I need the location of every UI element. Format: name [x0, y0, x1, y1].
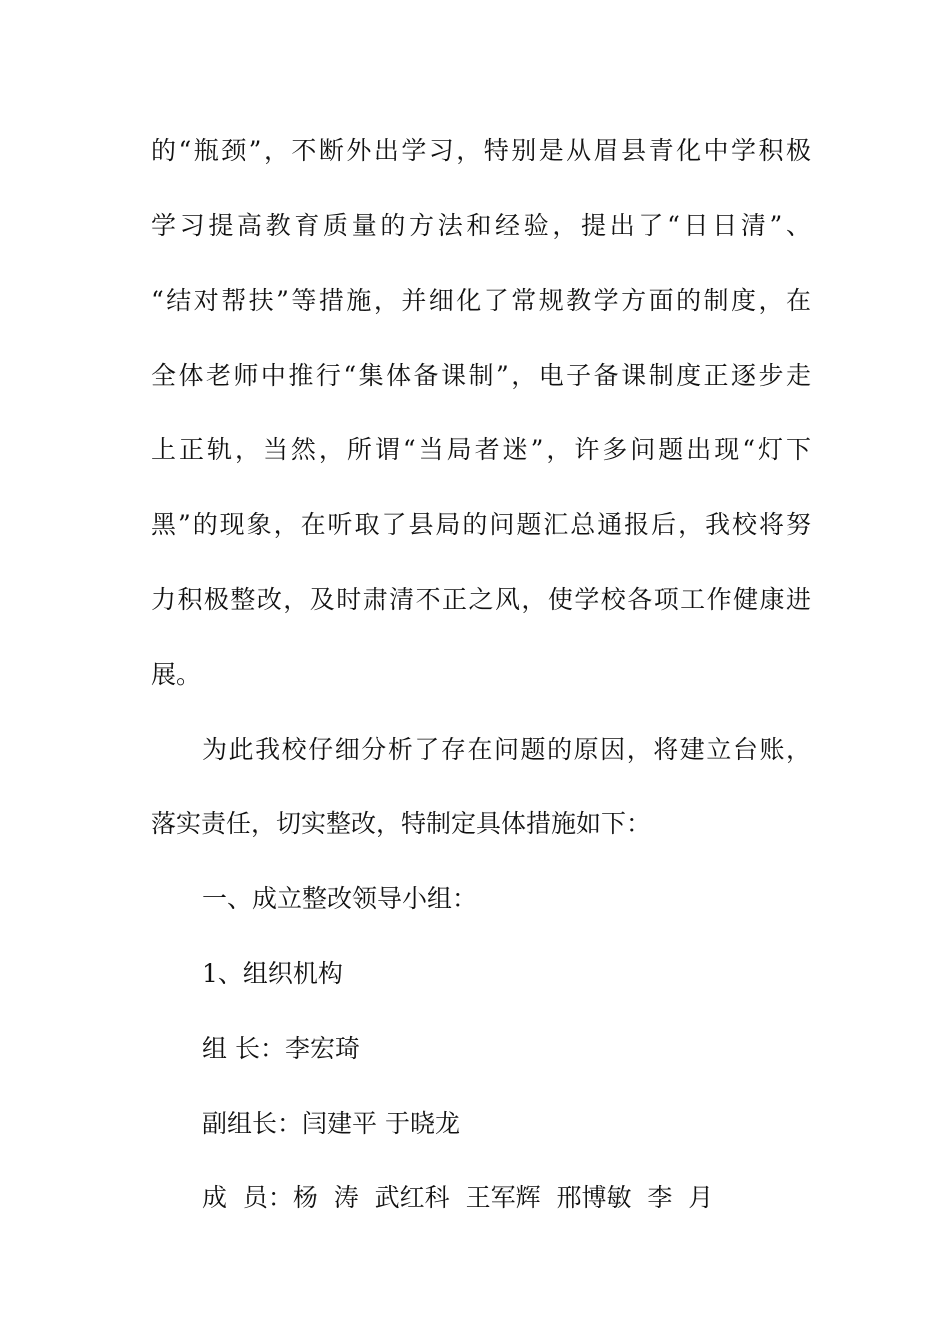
body-text-line: 上正轨，当然，所谓“当局者迷”，许多问题出现“灯下	[151, 435, 811, 464]
body-text-line: 黑”的现象，在听取了县局的问题汇总通报后，我校将努	[151, 510, 811, 539]
body-text-line: 力积极整改，及时肃清不正之风，使学校各项工作健康进	[151, 585, 811, 614]
body-text-line: 落实责任，切实整改，特制定具体措施如下：	[151, 809, 652, 838]
body-text-line: 的“瓶颈”，不断外出学习，特别是从眉县青化中学积极	[151, 136, 811, 165]
body-text-line: 为此我校仔细分析了存在问题的原因，将建立台账，	[202, 735, 811, 764]
body-text-line: “结对帮扶”等措施，并细化了常规教学方面的制度，在	[151, 286, 811, 315]
body-text-line: 全体老师中推行“集体备课制”，电子备课制度正逐步走	[151, 361, 811, 390]
section-heading: 一、成立整改领导小组：	[202, 884, 478, 913]
deputy-leader-line: 副组长：闫建平 于晓龙	[202, 1109, 460, 1138]
leader-line: 组 长：李宏琦	[202, 1034, 360, 1063]
subheading: 1、组织机构	[202, 959, 343, 988]
body-text-line: 展。	[151, 660, 202, 689]
body-text-line: 学习提高教育质量的方法和经验，提出了“日日清”、	[151, 211, 811, 240]
members-line: 成 员：杨 涛 武红科 王军辉 邢博敏 李 月	[202, 1183, 714, 1212]
